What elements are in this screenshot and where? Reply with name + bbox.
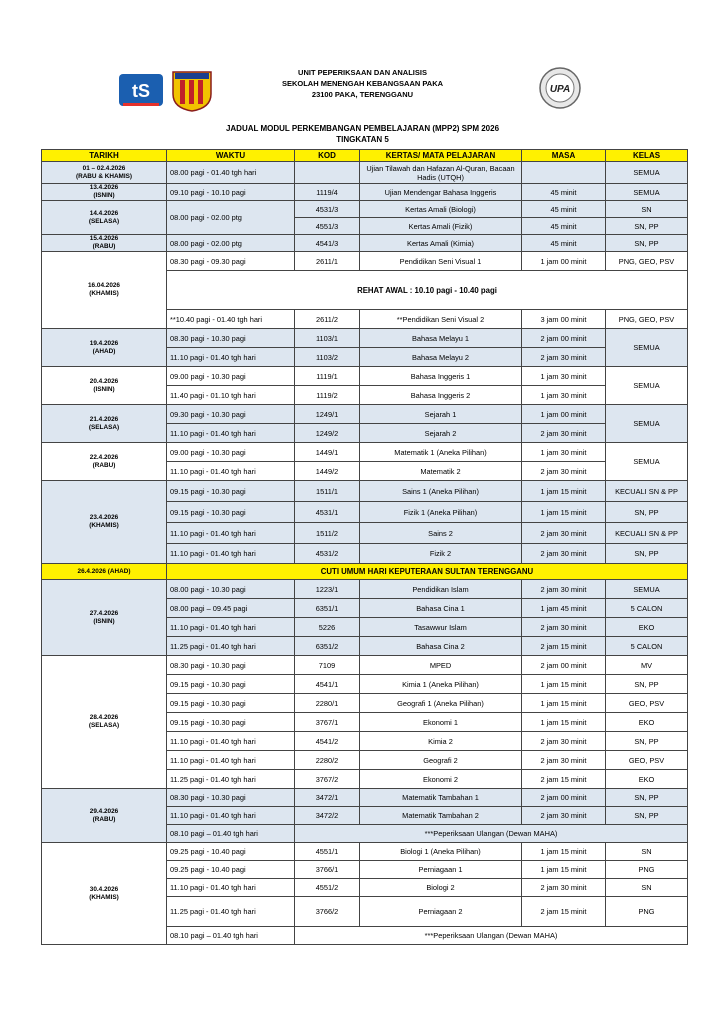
code-cell: 1223/1 bbox=[295, 580, 360, 599]
class-cell: SEMUA bbox=[606, 443, 688, 481]
table-row bbox=[42, 443, 688, 462]
duration-cell: 1 jam 30 minit bbox=[522, 443, 606, 462]
code-cell: 1119/1 bbox=[295, 367, 360, 386]
time-cell: 09.00 pagi - 10.30 pagi bbox=[167, 443, 295, 462]
class-cell: MV bbox=[606, 656, 688, 675]
code-cell: 4551/3 bbox=[295, 218, 360, 235]
time-cell: 09.25 pagi - 10.40 pagi bbox=[167, 843, 295, 861]
date-text: 21.4.2026 bbox=[89, 415, 119, 423]
column-header: KELAS bbox=[606, 150, 688, 162]
duration-cell: 2 jam 30 minit bbox=[522, 580, 606, 599]
code-cell: 5226 bbox=[295, 618, 360, 637]
subject-cell: Bahasa Melayu 1 bbox=[360, 329, 522, 348]
class-cell: SN, PP bbox=[606, 218, 688, 235]
duration-cell: 2 jam 30 minit bbox=[522, 732, 606, 751]
subject-cell: Sains 2 bbox=[360, 523, 522, 544]
time-cell: 08.00 pagi - 02.00 ptg bbox=[167, 235, 295, 252]
weekday-text: (RABU) bbox=[92, 815, 116, 823]
duration-cell: 1 jam 00 minit bbox=[522, 252, 606, 271]
code-cell: 2280/2 bbox=[295, 751, 360, 770]
time-cell: 08.30 pagi - 10.30 pagi bbox=[167, 789, 295, 807]
subject-cell: Sejarah 1 bbox=[360, 405, 522, 424]
table-row bbox=[42, 580, 688, 599]
class-cell: SN, PP bbox=[606, 235, 688, 252]
subject-cell: Matematik Tambahan 1 bbox=[360, 789, 522, 807]
duration-cell: 2 jam 30 minit bbox=[522, 544, 606, 564]
subject-cell: Tasawwur Islam bbox=[360, 618, 522, 637]
class-cell: EKO bbox=[606, 618, 688, 637]
time-cell: 08.10 pagi – 01.40 tgh hari bbox=[167, 825, 295, 843]
date-cell bbox=[42, 789, 167, 843]
column-header: TARIKH bbox=[42, 150, 167, 162]
table-row bbox=[42, 367, 688, 386]
code-cell: 4541/1 bbox=[295, 675, 360, 694]
duration-cell: 2 jam 30 minit bbox=[522, 618, 606, 637]
date-cell bbox=[42, 162, 167, 184]
table-row bbox=[42, 162, 688, 184]
time-cell: 09.15 pagi - 10.30 pagi bbox=[167, 675, 295, 694]
duration-cell: 1 jam 30 minit bbox=[522, 367, 606, 386]
code-cell: 3767/1 bbox=[295, 713, 360, 732]
date-cell bbox=[42, 235, 167, 252]
weekday-text: (KHAMIS) bbox=[89, 290, 119, 297]
time-cell: 09.15 pagi - 10.30 pagi bbox=[167, 713, 295, 732]
unit-name: UNIT PEPERIKSAAN DAN ANALISIS bbox=[298, 68, 427, 77]
svg-text:tS: tS bbox=[132, 81, 150, 101]
weekday-text: (KHAMIS) bbox=[89, 893, 119, 901]
time-cell: 11.10 pagi - 01.40 tgh hari bbox=[167, 462, 295, 481]
class-cell: PNG, GEO, PSV bbox=[606, 310, 688, 329]
table-row bbox=[42, 843, 688, 861]
table-row bbox=[42, 252, 688, 271]
column-header: KERTAS/ MATA PELAJARAN bbox=[360, 150, 522, 162]
weekday-text: (SELASA) bbox=[88, 217, 120, 225]
subject-cell: **Pendidikan Seni Visual 2 bbox=[360, 310, 522, 329]
class-cell: SN, PP bbox=[606, 807, 688, 825]
duration-cell: 2 jam 15 minit bbox=[522, 897, 606, 927]
class-cell: EKO bbox=[606, 713, 688, 732]
date-text: 22.4.2026 bbox=[89, 453, 119, 461]
weekday-text: (SELASA) bbox=[88, 423, 120, 431]
time-cell: 11.10 pagi - 01.40 tgh hari bbox=[167, 523, 295, 544]
subject-cell: Bahasa Cina 2 bbox=[360, 637, 522, 656]
subject-cell: Geografi 2 bbox=[360, 751, 522, 770]
duration-cell: 1 jam 45 minit bbox=[522, 599, 606, 618]
time-cell: 11.25 pagi - 01.40 tgh hari bbox=[167, 770, 295, 789]
subject-cell: Ujian Tilawah dan Hafazan Al-Quran, Bacaan Hadis (UTQH) bbox=[360, 162, 522, 184]
exam-schedule-table bbox=[41, 149, 688, 945]
subject-cell: Perniagaan 1 bbox=[360, 861, 522, 879]
code-cell: 1249/1 bbox=[295, 405, 360, 424]
time-cell: 11.10 pagi - 01.40 tgh hari bbox=[167, 751, 295, 770]
date-text: 13.4.2026 bbox=[89, 184, 119, 191]
code-cell: 4531/3 bbox=[295, 201, 360, 218]
duration-cell: 1 jam 15 minit bbox=[522, 675, 606, 694]
date-cell bbox=[42, 405, 167, 443]
class-cell: PNG bbox=[606, 861, 688, 879]
date-text: 29.4.2026 bbox=[89, 807, 119, 815]
time-cell: 08.10 pagi – 01.40 tgh hari bbox=[167, 927, 295, 945]
time-cell: 09.10 pagi - 10.10 pagi bbox=[167, 184, 295, 201]
code-cell: 4551/2 bbox=[295, 879, 360, 897]
notice-cell: ***Peperiksaan Ulangan (Dewan MAHA) bbox=[295, 825, 688, 843]
weekday-text: (ISNIN) bbox=[93, 385, 115, 393]
code-cell: 1449/2 bbox=[295, 462, 360, 481]
code-cell: 1249/2 bbox=[295, 424, 360, 443]
code-cell: 3472/1 bbox=[295, 789, 360, 807]
code-cell: 4531/2 bbox=[295, 544, 360, 564]
class-cell: PNG, GEO, PSV bbox=[606, 252, 688, 271]
duration-cell: 1 jam 15 minit bbox=[522, 843, 606, 861]
weekday-text: (RABU) bbox=[92, 243, 116, 250]
subject-cell: Kimia 1 (Aneka Pilihan) bbox=[360, 675, 522, 694]
class-cell: SN, PP bbox=[606, 675, 688, 694]
document-subtitle: TINGKATAN 5 bbox=[336, 135, 389, 144]
notice-cell: ***Peperiksaan Ulangan (Dewan MAHA) bbox=[295, 927, 688, 945]
code-cell bbox=[295, 162, 360, 184]
code-cell: 4541/2 bbox=[295, 732, 360, 751]
time-cell: 08.00 pagi - 10.30 pagi bbox=[167, 580, 295, 599]
time-cell: 09.15 pagi - 10.30 pagi bbox=[167, 481, 295, 502]
table-row bbox=[42, 329, 688, 348]
table-header-row bbox=[42, 150, 688, 162]
weekday-text: (ISNIN) bbox=[93, 192, 115, 199]
duration-cell: 1 jam 15 minit bbox=[522, 713, 606, 732]
time-cell: 11.10 pagi - 01.40 tgh hari bbox=[167, 618, 295, 637]
code-cell: 2611/1 bbox=[295, 252, 360, 271]
subject-cell: Fizik 1 (Aneka Pilihan) bbox=[360, 502, 522, 523]
subject-cell: Matematik Tambahan 2 bbox=[360, 807, 522, 825]
code-cell: 1511/1 bbox=[295, 481, 360, 502]
class-cell: SN, PP bbox=[606, 544, 688, 564]
table-row bbox=[42, 201, 688, 218]
class-cell: GEO, PSV bbox=[606, 751, 688, 770]
class-cell: SEMUA bbox=[606, 329, 688, 367]
time-cell: 11.10 pagi - 01.40 tgh hari bbox=[167, 879, 295, 897]
date-text: 14.4.2026 bbox=[89, 209, 119, 217]
date-cell bbox=[42, 367, 167, 405]
time-cell: 09.15 pagi - 10.30 pagi bbox=[167, 502, 295, 523]
weekday-text: (AHAD) bbox=[92, 347, 116, 355]
duration-cell: 2 jam 30 minit bbox=[522, 348, 606, 367]
subject-cell: Bahasa Cina 1 bbox=[360, 599, 522, 618]
duration-cell: 2 jam 30 minit bbox=[522, 523, 606, 544]
time-cell: 11.10 pagi - 01.40 tgh hari bbox=[167, 732, 295, 751]
time-cell: 11.25 pagi - 01.40 tgh hari bbox=[167, 897, 295, 927]
class-cell: SN, PP bbox=[606, 502, 688, 523]
class-cell: GEO, PSV bbox=[606, 694, 688, 713]
date-cell bbox=[42, 481, 167, 564]
table-row bbox=[42, 564, 688, 580]
notice-cell: CUTI UMUM HARI KEPUTERAAN SULTAN TERENGGANU bbox=[167, 564, 688, 580]
time-cell: 08.00 pagi - 02.00 ptg bbox=[167, 201, 295, 235]
time-cell: 11.40 pagi - 01.10 tgh hari bbox=[167, 386, 295, 405]
duration-cell: 2 jam 00 minit bbox=[522, 329, 606, 348]
duration-cell: 2 jam 30 minit bbox=[522, 751, 606, 770]
subject-cell: Pendidikan Islam bbox=[360, 580, 522, 599]
duration-cell: 2 jam 00 minit bbox=[522, 789, 606, 807]
code-cell: 6351/2 bbox=[295, 637, 360, 656]
column-header: KOD bbox=[295, 150, 360, 162]
code-cell: 4541/3 bbox=[295, 235, 360, 252]
class-cell: SEMUA bbox=[606, 405, 688, 443]
table-row bbox=[42, 405, 688, 424]
code-cell: 3767/2 bbox=[295, 770, 360, 789]
table-row bbox=[42, 481, 688, 502]
duration-cell: 2 jam 00 minit bbox=[522, 656, 606, 675]
code-cell: 1103/2 bbox=[295, 348, 360, 367]
subject-cell: Pendidikan Seni Visual 1 bbox=[360, 252, 522, 271]
subject-cell: Bahasa Melayu 2 bbox=[360, 348, 522, 367]
subject-cell: Matematik 1 (Aneka Pilihan) bbox=[360, 443, 522, 462]
weekday-text: (KHAMIS) bbox=[89, 522, 119, 529]
class-cell: SEMUA bbox=[606, 580, 688, 599]
code-cell: 3766/1 bbox=[295, 861, 360, 879]
duration-cell bbox=[522, 162, 606, 184]
date-text: 15.4.2026 bbox=[89, 235, 119, 242]
duration-cell: 2 jam 30 minit bbox=[522, 879, 606, 897]
subject-cell: Ekonomi 2 bbox=[360, 770, 522, 789]
code-cell: 2611/2 bbox=[295, 310, 360, 329]
date-cell bbox=[42, 843, 167, 945]
subject-cell: Ujian Mendengar Bahasa Inggeris bbox=[360, 184, 522, 201]
class-cell: PNG bbox=[606, 897, 688, 927]
duration-cell: 2 jam 30 minit bbox=[522, 807, 606, 825]
duration-cell: 2 jam 15 minit bbox=[522, 770, 606, 789]
class-cell: EKO bbox=[606, 770, 688, 789]
subject-cell: Matematik 2 bbox=[360, 462, 522, 481]
class-cell: 5 CALON bbox=[606, 637, 688, 656]
subject-cell: Kertas Amali (Fizik) bbox=[360, 218, 522, 235]
subject-cell: Biologi 1 (Aneka Pilihan) bbox=[360, 843, 522, 861]
date-cell bbox=[42, 580, 167, 656]
class-cell: SN bbox=[606, 843, 688, 861]
date-text: 27.4.2026 bbox=[89, 609, 119, 617]
code-cell: 2280/1 bbox=[295, 694, 360, 713]
time-cell: 09.00 pagi - 10.30 pagi bbox=[167, 367, 295, 386]
weekday-text: (ISNIN) bbox=[93, 617, 115, 625]
subject-cell: Sejarah 2 bbox=[360, 424, 522, 443]
notice-cell: REHAT AWAL : 10.10 pagi - 10.40 pagi bbox=[167, 271, 688, 310]
subject-cell: Kimia 2 bbox=[360, 732, 522, 751]
code-cell: 1511/2 bbox=[295, 523, 360, 544]
class-cell: SEMUA bbox=[606, 184, 688, 201]
code-cell: 6351/1 bbox=[295, 599, 360, 618]
class-cell: SN, PP bbox=[606, 789, 688, 807]
weekday-text: (RABU) bbox=[92, 461, 116, 469]
subject-cell: Fizik 2 bbox=[360, 544, 522, 564]
date-text: 30.4.2026 bbox=[89, 885, 119, 893]
school-name: SEKOLAH MENENGAH KEBANGSAAN PAKA bbox=[281, 79, 444, 88]
date-cell bbox=[42, 443, 167, 481]
class-cell: SN bbox=[606, 201, 688, 218]
time-cell: 08.30 pagi - 10.30 pagi bbox=[167, 329, 295, 348]
date-cell bbox=[42, 329, 167, 367]
duration-cell: 1 jam 15 minit bbox=[522, 502, 606, 523]
svg-text:UPA: UPA bbox=[549, 84, 571, 95]
date-text: 19.4.2026 bbox=[89, 339, 119, 347]
subject-cell: Perniagaan 2 bbox=[360, 897, 522, 927]
time-cell: 11.10 pagi - 01.40 tgh hari bbox=[167, 348, 295, 367]
date-cell bbox=[42, 201, 167, 235]
ts25-logo-icon bbox=[119, 74, 163, 106]
time-cell: 08.00 pagi – 09.45 pagi bbox=[167, 599, 295, 618]
date-cell bbox=[42, 656, 167, 789]
duration-cell: 1 jam 30 minit bbox=[522, 386, 606, 405]
weekday-text: (RABU & KHAMIS) bbox=[75, 172, 133, 180]
subject-cell: Kertas Amali (Biologi) bbox=[360, 201, 522, 218]
code-cell: 1103/1 bbox=[295, 329, 360, 348]
time-cell: 09.25 pagi - 10.40 pagi bbox=[167, 861, 295, 879]
time-cell: **10.40 pagi - 01.40 tgh hari bbox=[167, 310, 295, 329]
subject-cell: MPED bbox=[360, 656, 522, 675]
subject-cell: Bahasa Inggeris 1 bbox=[360, 367, 522, 386]
duration-cell: 2 jam 30 minit bbox=[522, 424, 606, 443]
duration-cell: 45 minit bbox=[522, 184, 606, 201]
subject-cell: Geografi 1 (Aneka Pilihan) bbox=[360, 694, 522, 713]
class-cell: SN bbox=[606, 879, 688, 897]
date-text: 20.4.2026 bbox=[89, 377, 119, 385]
upa-logo-icon bbox=[538, 66, 582, 110]
class-cell: SN, PP bbox=[606, 732, 688, 751]
table-row bbox=[42, 184, 688, 201]
class-cell: SEMUA bbox=[606, 367, 688, 405]
code-cell: 4551/1 bbox=[295, 843, 360, 861]
code-cell: 1119/2 bbox=[295, 386, 360, 405]
table-row bbox=[42, 789, 688, 807]
code-cell: 7109 bbox=[295, 656, 360, 675]
date-cell bbox=[42, 184, 167, 201]
duration-cell: 45 minit bbox=[522, 218, 606, 235]
code-cell: 4531/1 bbox=[295, 502, 360, 523]
duration-cell: 45 minit bbox=[522, 201, 606, 218]
class-cell: KECUALI SN & PP bbox=[606, 481, 688, 502]
time-cell: 11.10 pagi - 01.40 tgh hari bbox=[167, 544, 295, 564]
code-cell: 1119/4 bbox=[295, 184, 360, 201]
date-text: 23.4.2026 bbox=[89, 514, 119, 521]
date-text: 16.04.2026 bbox=[88, 282, 120, 289]
duration-cell: 45 minit bbox=[522, 235, 606, 252]
duration-cell: 1 jam 15 minit bbox=[522, 481, 606, 502]
subject-cell: Kertas Amali (Kimia) bbox=[360, 235, 522, 252]
date-text: 01 – 02.4.2026 bbox=[82, 164, 126, 172]
time-cell: 11.10 pagi - 01.40 tgh hari bbox=[167, 807, 295, 825]
code-cell: 3766/2 bbox=[295, 897, 360, 927]
column-header: MASA bbox=[522, 150, 606, 162]
subject-cell: Sains 1 (Aneka Pilihan) bbox=[360, 481, 522, 502]
column-header: WAKTU bbox=[167, 150, 295, 162]
duration-cell: 2 jam 30 minit bbox=[522, 462, 606, 481]
date-cell bbox=[42, 564, 167, 580]
duration-cell: 1 jam 15 minit bbox=[522, 694, 606, 713]
time-cell: 11.10 pagi - 01.40 tgh hari bbox=[167, 424, 295, 443]
duration-cell: 1 jam 15 minit bbox=[522, 861, 606, 879]
time-cell: 09.30 pagi - 10.30 pagi bbox=[167, 405, 295, 424]
time-cell: 08.30 pagi - 09.30 pagi bbox=[167, 252, 295, 271]
table-row bbox=[42, 235, 688, 252]
subject-cell: Bahasa Inggeris 2 bbox=[360, 386, 522, 405]
date-text: 28.4.2026 bbox=[89, 714, 119, 721]
duration-cell: 3 jam 00 minit bbox=[522, 310, 606, 329]
code-cell: 1449/1 bbox=[295, 443, 360, 462]
code-cell: 3472/2 bbox=[295, 807, 360, 825]
date-cell bbox=[42, 252, 167, 329]
time-cell: 08.30 pagi - 10.30 pagi bbox=[167, 656, 295, 675]
time-cell: 08.00 pagi - 01.40 tgh hari bbox=[167, 162, 295, 184]
time-cell: 11.25 pagi - 01.40 tgh hari bbox=[167, 637, 295, 656]
date-text: 26.4.2026 (AHAD) bbox=[77, 567, 131, 575]
weekday-text: (SELASA) bbox=[88, 722, 120, 729]
table-row bbox=[42, 656, 688, 675]
subject-cell: Biologi 2 bbox=[360, 879, 522, 897]
subject-cell: Ekonomi 1 bbox=[360, 713, 522, 732]
class-cell: KECUALI SN & PP bbox=[606, 523, 688, 544]
school-address: 23100 PAKA, TERENGGANU bbox=[311, 90, 414, 99]
duration-cell: 2 jam 15 minit bbox=[522, 637, 606, 656]
duration-cell: 1 jam 00 minit bbox=[522, 405, 606, 424]
class-cell: SEMUA bbox=[606, 162, 688, 184]
class-cell: 5 CALON bbox=[606, 599, 688, 618]
time-cell: 09.15 pagi - 10.30 pagi bbox=[167, 694, 295, 713]
document-title: JADUAL MODUL PERKEMBANGAN PEMBELAJARAN (MPP2) SPM 2026 bbox=[225, 124, 500, 133]
